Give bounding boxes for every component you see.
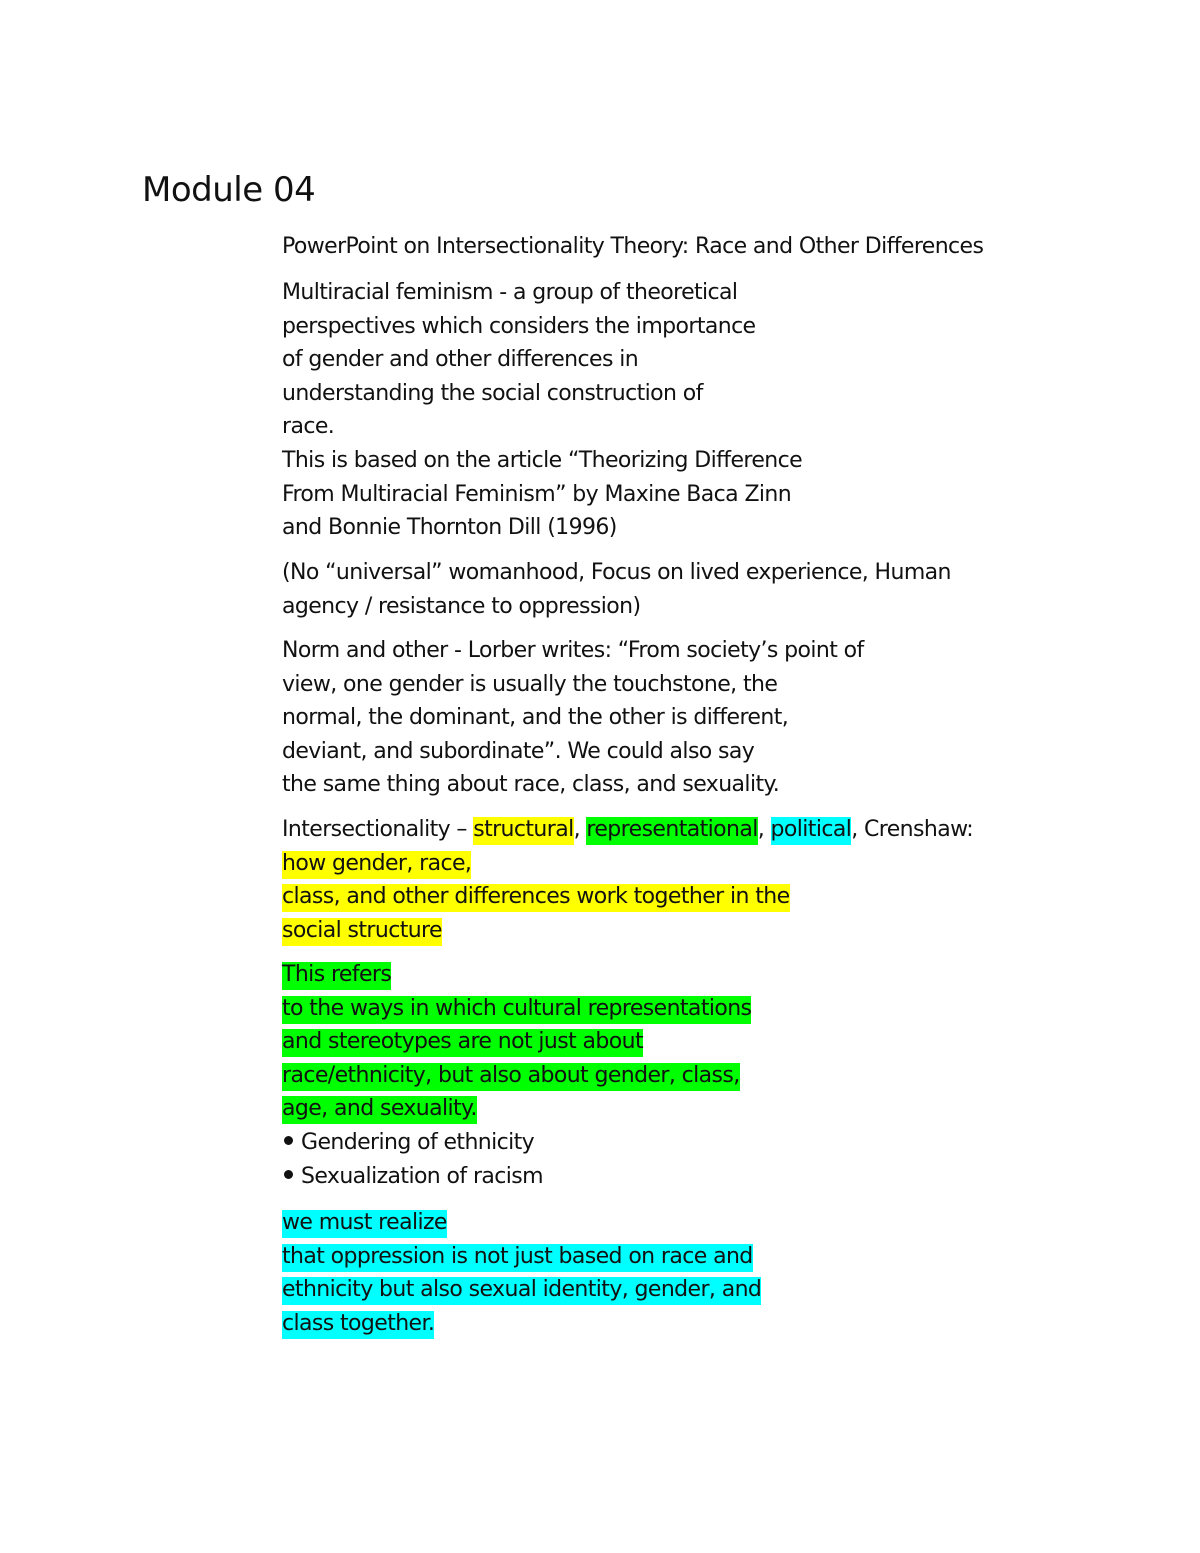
political-definition-line [282,1206,1162,1240]
structural-definition-line [282,847,1162,881]
separator: , [573,817,587,842]
paragraph-line: of gender and other differences in [282,347,639,373]
bullet-text: Sexualization of racism [301,1163,543,1189]
highlighted-text: ethnicity but also sexual identity, gender, and [282,1277,761,1305]
subtitle: PowerPoint on Intersectionality Theory: Race and Other Differences [282,234,984,259]
representational-definition-line [282,992,1162,1026]
bullet-text: Gendering of ethnicity [301,1129,535,1155]
structural-definition-line [282,880,1162,914]
paragraph-line: This is based on the article “Theorizing Difference [282,447,803,473]
intersectionality-heading-line [282,813,1162,847]
paragraph-line: agency / resistance to oppression) [282,593,641,619]
structural-definition-line [282,914,1162,948]
paragraph-line: (No “universal” womanhood, Focus on lived experience, Human [282,560,951,585]
representational-definition-line [282,1025,1162,1059]
bullet-item [282,1160,1162,1194]
module-title: Module 04 [142,170,316,210]
bullet-icon [284,1136,293,1145]
paragraph-line: and Bonnie Thornton Dill (1996) [282,515,617,541]
structural-term: structural [473,817,573,845]
paragraph-line: normal, the dominant, and the other is different, [282,705,789,731]
paragraph-line: the same thing about race, class, and sexuality. [282,772,780,798]
political-definition-line [282,1240,1162,1274]
paragraph-line: view, one gender is usually the touchstone, the [282,671,778,697]
representational-definition-line [282,1092,1162,1126]
paragraph-line: race. [282,414,335,440]
norm-and-other-paragraph [282,634,1162,802]
intersectionality-paragraph [282,813,1162,947]
multiracial-feminism-paragraph [282,276,1162,545]
representational-definition-line [282,1059,1162,1093]
political-definition-paragraph [282,1206,1162,1340]
subtitle-block [282,230,1162,264]
bullet-icon [284,1170,293,1179]
separator: , [757,817,771,842]
highlighted-text: and stereotypes are not just about [282,1029,643,1057]
paragraph-line: Multiracial feminism - a group of theoretical [282,280,738,305]
highlighted-text: that oppression is not just based on race and [282,1244,753,1272]
paragraph-line: deviant, and subordinate”. We could also say [282,738,755,764]
paragraph-line: perspectives which considers the importance [282,313,756,339]
intersectionality-prefix: Intersectionality – [282,817,474,842]
highlighted-text: race/ethnicity, but also about gender, class, [282,1063,740,1091]
highlighted-text: age, and sexuality. [282,1096,477,1124]
highlighted-text: social structure [282,918,442,946]
political-definition-line [282,1307,1162,1341]
bullet-item [282,1126,1162,1160]
highlighted-text: to the ways in which cultural representations [282,996,751,1024]
highlighted-text: class, and other differences work together in the [282,884,790,912]
paragraph-line: From Multiracial Feminism” by Maxine Baca Zinn [282,481,792,507]
highlighted-text: This refers [282,962,391,990]
political-definition-line [282,1273,1162,1307]
representational-definition-paragraph [282,958,1162,1193]
highlighted-text: class together. [282,1311,434,1339]
highlighted-text: how gender, race, [282,851,471,879]
political-term: political [771,817,852,845]
representational-definition-line [282,958,1162,992]
paragraph-line: understanding the social construction of [282,380,703,406]
principles-paragraph [282,556,1162,623]
highlighted-text: we must realize [282,1210,447,1238]
intersectionality-suffix: , Crenshaw: [851,817,974,842]
paragraph-line: Norm and other - Lorber writes: “From society’s point of [282,638,864,663]
representational-term: representational [586,817,757,845]
